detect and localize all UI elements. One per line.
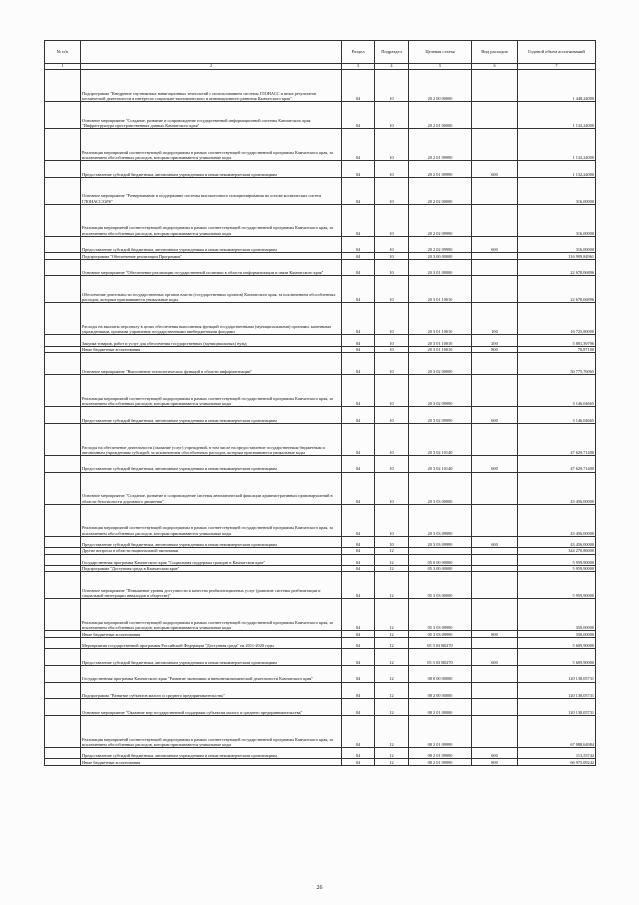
row-razdel-cell: 04 <box>342 649 375 666</box>
column-number: 5 <box>409 64 472 70</box>
table-row <box>45 423 596 455</box>
row-podrazdel-cell: 10 <box>375 346 409 352</box>
row-target-article-cell: 05 3 03 00000 <box>409 572 472 599</box>
row-podrazdel-cell: 12 <box>375 554 409 566</box>
row-sum-cell: 5 609,90000 <box>518 649 596 666</box>
row-sum-cell: 67 088,64984 <box>518 715 596 747</box>
table-row <box>45 303 596 335</box>
row-number-cell <box>45 536 81 548</box>
row-number-cell <box>45 236 81 253</box>
row-sum-cell: 350,00000 <box>518 631 596 637</box>
row-name-cell: Предоставление субсидий бюджетным, автономным учреждениям и иным некоммерческим организациям <box>81 649 342 666</box>
row-podrazdel-cell: 12 <box>375 566 409 572</box>
row-sum-cell: 113,55742 <box>518 747 596 759</box>
row-podrazdel-cell: 12 <box>375 637 409 649</box>
table-row <box>45 177 596 204</box>
row-number-cell <box>45 423 81 455</box>
row-expense-type-cell: 800 <box>472 631 518 637</box>
row-podrazdel-cell: 12 <box>375 599 409 631</box>
table-row <box>45 407 596 424</box>
table-row <box>45 353 596 375</box>
row-name-cell: Предоставление субсидий бюджетным, автономным учреждениям и иным некоммерческим организациям <box>81 161 342 178</box>
row-expense-type-cell: 200 <box>472 335 518 347</box>
row-razdel-cell: 04 <box>342 682 375 699</box>
row-razdel-cell: 04 <box>342 759 375 765</box>
row-number-cell <box>45 472 81 504</box>
row-razdel-cell: 04 <box>342 699 375 716</box>
table-row <box>45 259 596 276</box>
row-target-article-cell: 20 3 01 10010 <box>409 276 472 303</box>
row-target-article-cell: 20 3 01 00000 <box>409 259 472 276</box>
column-number: 2 <box>81 64 342 70</box>
row-sum-cell: 70,87100 <box>518 346 596 352</box>
row-target-article-cell: 05 3 03 09990 <box>409 599 472 631</box>
row-name-cell: Предоставление субсидий бюджетным, автономным учреждениям и иным некоммерческим организациям <box>81 407 342 424</box>
row-podrazdel-cell: 10 <box>375 276 409 303</box>
row-number-cell <box>45 102 81 129</box>
table-row <box>45 599 596 631</box>
row-target-article-cell: 20 3 02 00000 <box>409 353 472 375</box>
row-name-cell: Реализация мероприятий соответствующей подпрограммы в рамках соответствующей государственной программы Камчатского края, за исключением обособленных расходов, которым присваиваются уникальные коды <box>81 599 342 631</box>
row-podrazdel-cell: 10 <box>375 472 409 504</box>
row-sum-cell: 66 975,09242 <box>518 759 596 765</box>
table-row <box>45 161 596 178</box>
row-expense-type-cell <box>472 682 518 699</box>
row-razdel-cell: 04 <box>342 554 375 566</box>
row-sum-cell: 120 138,05731 <box>518 665 596 682</box>
row-name-cell: Государственная программа Камчатского края "Социальная поддержка граждан в Камчатском крае" <box>81 554 342 566</box>
column-number: 4 <box>375 64 409 70</box>
row-expense-type-cell: 800 <box>472 346 518 352</box>
row-sum-cell: 344 270,86000 <box>518 548 596 554</box>
row-podrazdel-cell: 10 <box>375 504 409 536</box>
row-razdel-cell: 04 <box>342 102 375 129</box>
row-expense-type-cell <box>472 353 518 375</box>
row-podrazdel-cell: 10 <box>375 161 409 178</box>
row-name-cell: Предоставление субсидий бюджетным, автономным учреждениям и иным некоммерческим организациям <box>81 536 342 548</box>
row-razdel-cell: 04 <box>342 177 375 204</box>
row-name-cell: Реализация мероприятий соответствующей подпрограммы в рамках соответствующей государственной программы Камчатского края, за исключением обособленных расходов, которым присваиваются уникальные коды <box>81 504 342 536</box>
row-podrazdel-cell: 10 <box>375 70 409 102</box>
row-name-cell: Основное мероприятие "Развертывание и поддержание системы высокоточного позиционирования на основе космических систем ГЛОНАСС/GPS" <box>81 177 342 204</box>
row-sum-cell: 50 775,76065 <box>518 353 596 375</box>
column-number: 3 <box>342 64 375 70</box>
row-target-article-cell: 05 0 00 00000 <box>409 554 472 566</box>
row-target-article-cell: 20 3 01 10010 <box>409 303 472 335</box>
row-expense-type-cell <box>472 102 518 129</box>
row-sum-cell: 316,00000 <box>518 204 596 236</box>
row-expense-type-cell <box>472 665 518 682</box>
row-name-cell: Иные бюджетные ассигнования <box>81 631 342 637</box>
column-number: 7 <box>518 64 596 70</box>
row-name-cell: Реализация мероприятий соответствующей подпрограммы в рамках соответствующей государственной программы Камчатского края, за исключением обособленных расходов, которым присваиваются уникальные коды <box>81 204 342 236</box>
row-podrazdel-cell: 10 <box>375 236 409 253</box>
row-target-article-cell: 05 3 03 09990 <box>409 631 472 637</box>
row-name-cell: Основное мероприятие "Обеспечение реализации государственной политики в области информатизации и связи Камчатского края" <box>81 259 342 276</box>
row-sum-cell: 1 132,24000 <box>518 129 596 161</box>
row-expense-type-cell <box>472 572 518 599</box>
row-target-article-cell: 20 3 01 10010 <box>409 346 472 352</box>
row-razdel-cell: 04 <box>342 353 375 375</box>
row-podrazdel-cell: 12 <box>375 631 409 637</box>
row-expense-type-cell: 600 <box>472 161 518 178</box>
table-row <box>45 715 596 747</box>
row-razdel-cell: 04 <box>342 715 375 747</box>
table-row <box>45 682 596 699</box>
row-name-cell: Подпрограмма "Внедрение спутниковых навигационных технологий с использованием системы ГЛОНАСС и иных результатов космической деятельности в интересах социально-экономического и инновационного развития Камчатского края" <box>81 70 342 102</box>
table-row <box>45 699 596 716</box>
row-razdel-cell: 04 <box>342 747 375 759</box>
row-number-cell <box>45 572 81 599</box>
row-sum-cell: 47 629,71400 <box>518 455 596 472</box>
row-podrazdel-cell: 10 <box>375 259 409 276</box>
row-expense-type-cell <box>472 472 518 504</box>
row-number-cell <box>45 259 81 276</box>
row-name-cell: Закупка товаров, работ и услуг для обеспечения государственных (муниципальных) нужд <box>81 335 342 347</box>
row-sum-cell: 16 725,80000 <box>518 303 596 335</box>
row-podrazdel-cell: 10 <box>375 353 409 375</box>
row-podrazdel-cell: 10 <box>375 407 409 424</box>
table-row <box>45 554 596 566</box>
row-name-cell: Иные бюджетные ассигнования <box>81 759 342 765</box>
row-sum-cell: 43 456,00000 <box>518 472 596 504</box>
row-expense-type-cell: 600 <box>472 455 518 472</box>
row-sum-cell: 43 456,00000 <box>518 504 596 536</box>
row-podrazdel-cell: 10 <box>375 335 409 347</box>
row-sum-cell: 5 881,39796 <box>518 335 596 347</box>
row-podrazdel-cell: 12 <box>375 572 409 599</box>
row-target-article-cell: 20 2 02 09990 <box>409 236 472 253</box>
row-razdel-cell: 04 <box>342 375 375 407</box>
row-razdel-cell: 04 <box>342 204 375 236</box>
row-expense-type-cell <box>472 423 518 455</box>
row-sum-cell: 22 678,06896 <box>518 259 596 276</box>
table-row <box>45 649 596 666</box>
row-name-cell: Иные бюджетные ассигнования <box>81 346 342 352</box>
row-podrazdel-cell: 12 <box>375 665 409 682</box>
row-sum-cell: 43 456,00000 <box>518 536 596 548</box>
row-razdel-cell: 04 <box>342 566 375 572</box>
row-target-article-cell: 20 2 00 00000 <box>409 70 472 102</box>
row-sum-cell: 5 959,90000 <box>518 554 596 566</box>
row-razdel-cell: 04 <box>342 504 375 536</box>
row-expense-type-cell <box>472 204 518 236</box>
row-razdel-cell: 04 <box>342 455 375 472</box>
header-podrazdel: Подраздел <box>375 41 409 64</box>
table-row <box>45 455 596 472</box>
row-name-cell: Мероприятия государственной программы Российской Федерации "Доступная среда" на 2011-2020 годы <box>81 637 342 649</box>
row-target-article-cell: 20 3 02 09990 <box>409 407 472 424</box>
row-name-cell: Реализация мероприятий соответствующей подпрограммы в рамках соответствующей государственной программы Камчатского края, за исключением обособленных расходов, которым присваиваются уникальные коды <box>81 129 342 161</box>
row-target-article-cell: 08 2 01 09990 <box>409 759 472 765</box>
row-number-cell <box>45 129 81 161</box>
row-target-article-cell: 20 3 03 09990 <box>409 536 472 548</box>
row-name-cell: Подпрограмма "Развитие субъектов малого и среднего предпринимательства" <box>81 682 342 699</box>
table-row <box>45 204 596 236</box>
row-razdel-cell: 04 <box>342 423 375 455</box>
table-row <box>45 102 596 129</box>
row-name-cell: Основное мероприятие "Создание, развитие и сопровождение государственной информационной системы Камчатского края "Инфраструктура пространственных данных Камчатского края" <box>81 102 342 129</box>
row-number-cell <box>45 504 81 536</box>
row-sum-cell: 1 132,24000 <box>518 102 596 129</box>
row-number-cell <box>45 699 81 716</box>
row-number-cell <box>45 276 81 303</box>
budget-allocation-table <box>44 40 596 766</box>
row-target-article-cell: 05 3 03 R0270 <box>409 649 472 666</box>
row-expense-type-cell: 800 <box>472 759 518 765</box>
table-row <box>45 129 596 161</box>
header-razdel: Раздел <box>342 41 375 64</box>
row-target-article-cell: 20 3 02 10140 <box>409 455 472 472</box>
row-razdel-cell: 04 <box>342 599 375 631</box>
row-sum-cell: 116 909,84961 <box>518 253 596 259</box>
table-row <box>45 759 596 765</box>
row-name-cell: Предоставление субсидий бюджетным, автономным учреждениям и иным некоммерческим организациям <box>81 747 342 759</box>
row-razdel-cell: 04 <box>342 253 375 259</box>
table-row <box>45 276 596 303</box>
row-name-cell: Предоставление субсидий бюджетным, автономным учреждениям и иным некоммерческим организациям <box>81 455 342 472</box>
row-sum-cell: 5 959,90000 <box>518 572 596 599</box>
row-number-cell <box>45 665 81 682</box>
row-expense-type-cell <box>472 715 518 747</box>
row-number-cell <box>45 747 81 759</box>
table-row <box>45 70 596 102</box>
row-expense-type-cell: 600 <box>472 407 518 424</box>
row-expense-type-cell: 600 <box>472 649 518 666</box>
row-number-cell <box>45 455 81 472</box>
row-name-cell: Расходы на обеспечение деятельности (оказание услуг) учреждений, в том числе на предоставление государственным бюджетным и автономным учреждениям субсидий, за исключением обособленных расходов, которым присваиваются уникальные коды <box>81 423 342 455</box>
row-expense-type-cell <box>472 70 518 102</box>
table-row <box>45 536 596 548</box>
row-podrazdel-cell: 12 <box>375 699 409 716</box>
row-number-cell <box>45 715 81 747</box>
row-expense-type-cell <box>472 259 518 276</box>
row-razdel-cell: 04 <box>342 472 375 504</box>
row-expense-type-cell: 600 <box>472 236 518 253</box>
row-number-cell <box>45 375 81 407</box>
row-expense-type-cell <box>472 554 518 566</box>
row-razdel-cell: 04 <box>342 548 375 554</box>
row-name-cell: Подпрограмма "Обеспечение реализации Программы" <box>81 253 342 259</box>
row-target-article-cell: 20 3 02 10140 <box>409 423 472 455</box>
row-podrazdel-cell: 10 <box>375 129 409 161</box>
row-razdel-cell: 04 <box>342 236 375 253</box>
table-row <box>45 335 596 347</box>
row-target-article-cell: 20 3 02 09990 <box>409 375 472 407</box>
row-target-article-cell: 20 3 01 10010 <box>409 335 472 347</box>
row-podrazdel-cell: 10 <box>375 253 409 259</box>
row-razdel-cell: 04 <box>342 70 375 102</box>
row-number-cell <box>45 554 81 566</box>
table-row <box>45 637 596 649</box>
row-podrazdel-cell: 10 <box>375 303 409 335</box>
row-podrazdel-cell: 10 <box>375 177 409 204</box>
row-number-cell <box>45 161 81 178</box>
row-expense-type-cell <box>472 504 518 536</box>
row-sum-cell: 5 959,90000 <box>518 566 596 572</box>
header-name <box>81 41 342 64</box>
row-podrazdel-cell: 12 <box>375 649 409 666</box>
page-number: 26 <box>316 885 323 891</box>
row-target-article-cell: 05 3 00 00000 <box>409 566 472 572</box>
row-sum-cell: 316,00000 <box>518 236 596 253</box>
row-target-article-cell: 20 2 01 00000 <box>409 102 472 129</box>
row-sum-cell: 120 138,05731 <box>518 699 596 716</box>
row-podrazdel-cell: 12 <box>375 759 409 765</box>
row-name-cell: Основное мероприятие "Выполнение технологических функций в области информатизации" <box>81 353 342 375</box>
row-podrazdel-cell: 10 <box>375 102 409 129</box>
row-podrazdel-cell: 10 <box>375 375 409 407</box>
row-number-cell <box>45 637 81 649</box>
row-target-article-cell: 20 2 02 00000 <box>409 177 472 204</box>
row-target-article-cell: 08 2 01 09990 <box>409 715 472 747</box>
row-number-cell <box>45 177 81 204</box>
row-expense-type-cell <box>472 177 518 204</box>
header-target-article: Целевая статья <box>409 41 472 64</box>
table-row <box>45 504 596 536</box>
table-row <box>45 375 596 407</box>
row-sum-cell: 22 678,06896 <box>518 276 596 303</box>
row-expense-type-cell <box>472 699 518 716</box>
row-target-article-cell: 08 2 00 00000 <box>409 682 472 699</box>
table-row <box>45 236 596 253</box>
row-number-cell <box>45 682 81 699</box>
table-row <box>45 472 596 504</box>
row-podrazdel-cell: 10 <box>375 536 409 548</box>
row-target-article-cell: 20 2 02 09990 <box>409 204 472 236</box>
row-number-cell <box>45 407 81 424</box>
row-name-cell: Основное мероприятие "Повышение уровня доступности и качества реабилитационных услуг (развитие системы реабилитации и социальной интеграции инвалидов в обществе)" <box>81 572 342 599</box>
row-expense-type-cell <box>472 637 518 649</box>
row-name-cell: Основное мероприятие "Оказание мер государственной поддержки субъектам малого и среднего предпринимательства" <box>81 699 342 716</box>
header-number: № п/п <box>45 41 81 64</box>
row-sum-cell: 120 138,05731 <box>518 682 596 699</box>
table-row <box>45 747 596 759</box>
row-number-cell <box>45 599 81 631</box>
row-expense-type-cell: 600 <box>472 536 518 548</box>
row-sum-cell: 1 448,24000 <box>518 70 596 102</box>
column-number: 6 <box>472 64 518 70</box>
row-number-cell <box>45 759 81 765</box>
row-razdel-cell: 04 <box>342 536 375 548</box>
row-sum-cell: 3 146,04665 <box>518 407 596 424</box>
row-expense-type-cell <box>472 129 518 161</box>
row-name-cell: Реализация мероприятий соответствующей подпрограммы в рамках соответствующей государственной программы Камчатского края, за исключением обособленных расходов, которым присваиваются уникальные коды <box>81 375 342 407</box>
row-number-cell <box>45 335 81 347</box>
row-target-article-cell: 20 3 03 09990 <box>409 504 472 536</box>
row-podrazdel-cell: 12 <box>375 548 409 554</box>
table-row <box>45 665 596 682</box>
row-razdel-cell: 04 <box>342 129 375 161</box>
row-razdel-cell: 04 <box>342 259 375 276</box>
row-number-cell <box>45 649 81 666</box>
row-podrazdel-cell: 10 <box>375 423 409 455</box>
row-name-cell: Предоставление субсидий бюджетным, автономным учреждениям и иным некоммерческим организациям <box>81 236 342 253</box>
row-expense-type-cell <box>472 599 518 631</box>
header-annual-sum: Годовой объем ассигнований <box>518 41 596 64</box>
row-razdel-cell: 04 <box>342 572 375 599</box>
row-razdel-cell: 04 <box>342 335 375 347</box>
row-name-cell: Расходы на выплаты персоналу в целях обеспечения выполнения функций государственными (муниципальными) органами, казенными учреждениями, органами управления государственными внебюджетными фондами <box>81 303 342 335</box>
row-sum-cell: 3 146,04665 <box>518 375 596 407</box>
row-target-article-cell: 08 2 01 00000 <box>409 699 472 716</box>
row-sum-cell: 47 629,71400 <box>518 423 596 455</box>
row-name-cell: Другие вопросы в области национальной экономики <box>81 548 342 554</box>
table-body <box>45 70 596 766</box>
row-target-article-cell: 05 3 03 R0270 <box>409 637 472 649</box>
row-target-article-cell: 20 3 03 00000 <box>409 472 472 504</box>
row-sum-cell: 1 132,24000 <box>518 161 596 178</box>
row-target-article-cell: 20 2 01 09990 <box>409 129 472 161</box>
row-expense-type-cell: 100 <box>472 303 518 335</box>
table-row <box>45 572 596 599</box>
row-podrazdel-cell: 12 <box>375 747 409 759</box>
row-target-article-cell: 20 2 01 09990 <box>409 161 472 178</box>
row-razdel-cell: 04 <box>342 665 375 682</box>
row-podrazdel-cell: 10 <box>375 204 409 236</box>
row-number-cell <box>45 303 81 335</box>
row-sum-cell: 5 609,90000 <box>518 637 596 649</box>
row-name-cell: Подпрограмма "Доступная среда в Камчатском крае" <box>81 566 342 572</box>
header-expense-type: Вид расходов <box>472 41 518 64</box>
row-podrazdel-cell: 10 <box>375 455 409 472</box>
row-razdel-cell: 04 <box>342 161 375 178</box>
row-target-article-cell: 20 3 00 00000 <box>409 253 472 259</box>
row-sum-cell: 316,00000 <box>518 177 596 204</box>
row-name-cell: Реализация мероприятий соответствующей подпрограммы в рамках соответствующей государственной программы Камчатского края, за исключением обособленных расходов, которым присваиваются уникальные коды <box>81 715 342 747</box>
row-razdel-cell: 04 <box>342 346 375 352</box>
row-name-cell: Основное мероприятие "Создание, развитие и сопровождение системы автоматической фиксации административных правонарушений в области безопасности дорожного движения" <box>81 472 342 504</box>
row-razdel-cell: 04 <box>342 407 375 424</box>
row-name-cell: Обеспечение деятельности государственных органов власти (государственных органов) Камчатского края, за исключением обособленных расходов, которым присваиваются уникальные коды <box>81 276 342 303</box>
row-expense-type-cell: 600 <box>472 747 518 759</box>
row-name-cell: Государственная программа Камчатского края "Развитие экономики и внешнеэкономической деятельности Камчатского края" <box>81 665 342 682</box>
row-podrazdel-cell: 12 <box>375 715 409 747</box>
row-expense-type-cell <box>472 375 518 407</box>
row-number-cell <box>45 70 81 102</box>
row-number-cell <box>45 204 81 236</box>
column-number: 1 <box>45 64 81 70</box>
row-razdel-cell: 04 <box>342 631 375 637</box>
row-expense-type-cell <box>472 276 518 303</box>
row-number-cell <box>45 353 81 375</box>
row-target-article-cell: 08 0 00 00000 <box>409 665 472 682</box>
row-sum-cell: 350,00000 <box>518 599 596 631</box>
table-header-row <box>45 41 596 64</box>
row-target-article-cell: 08 2 01 09990 <box>409 747 472 759</box>
row-razdel-cell: 04 <box>342 303 375 335</box>
row-podrazdel-cell: 12 <box>375 682 409 699</box>
row-razdel-cell: 04 <box>342 637 375 649</box>
row-razdel-cell: 04 <box>342 276 375 303</box>
